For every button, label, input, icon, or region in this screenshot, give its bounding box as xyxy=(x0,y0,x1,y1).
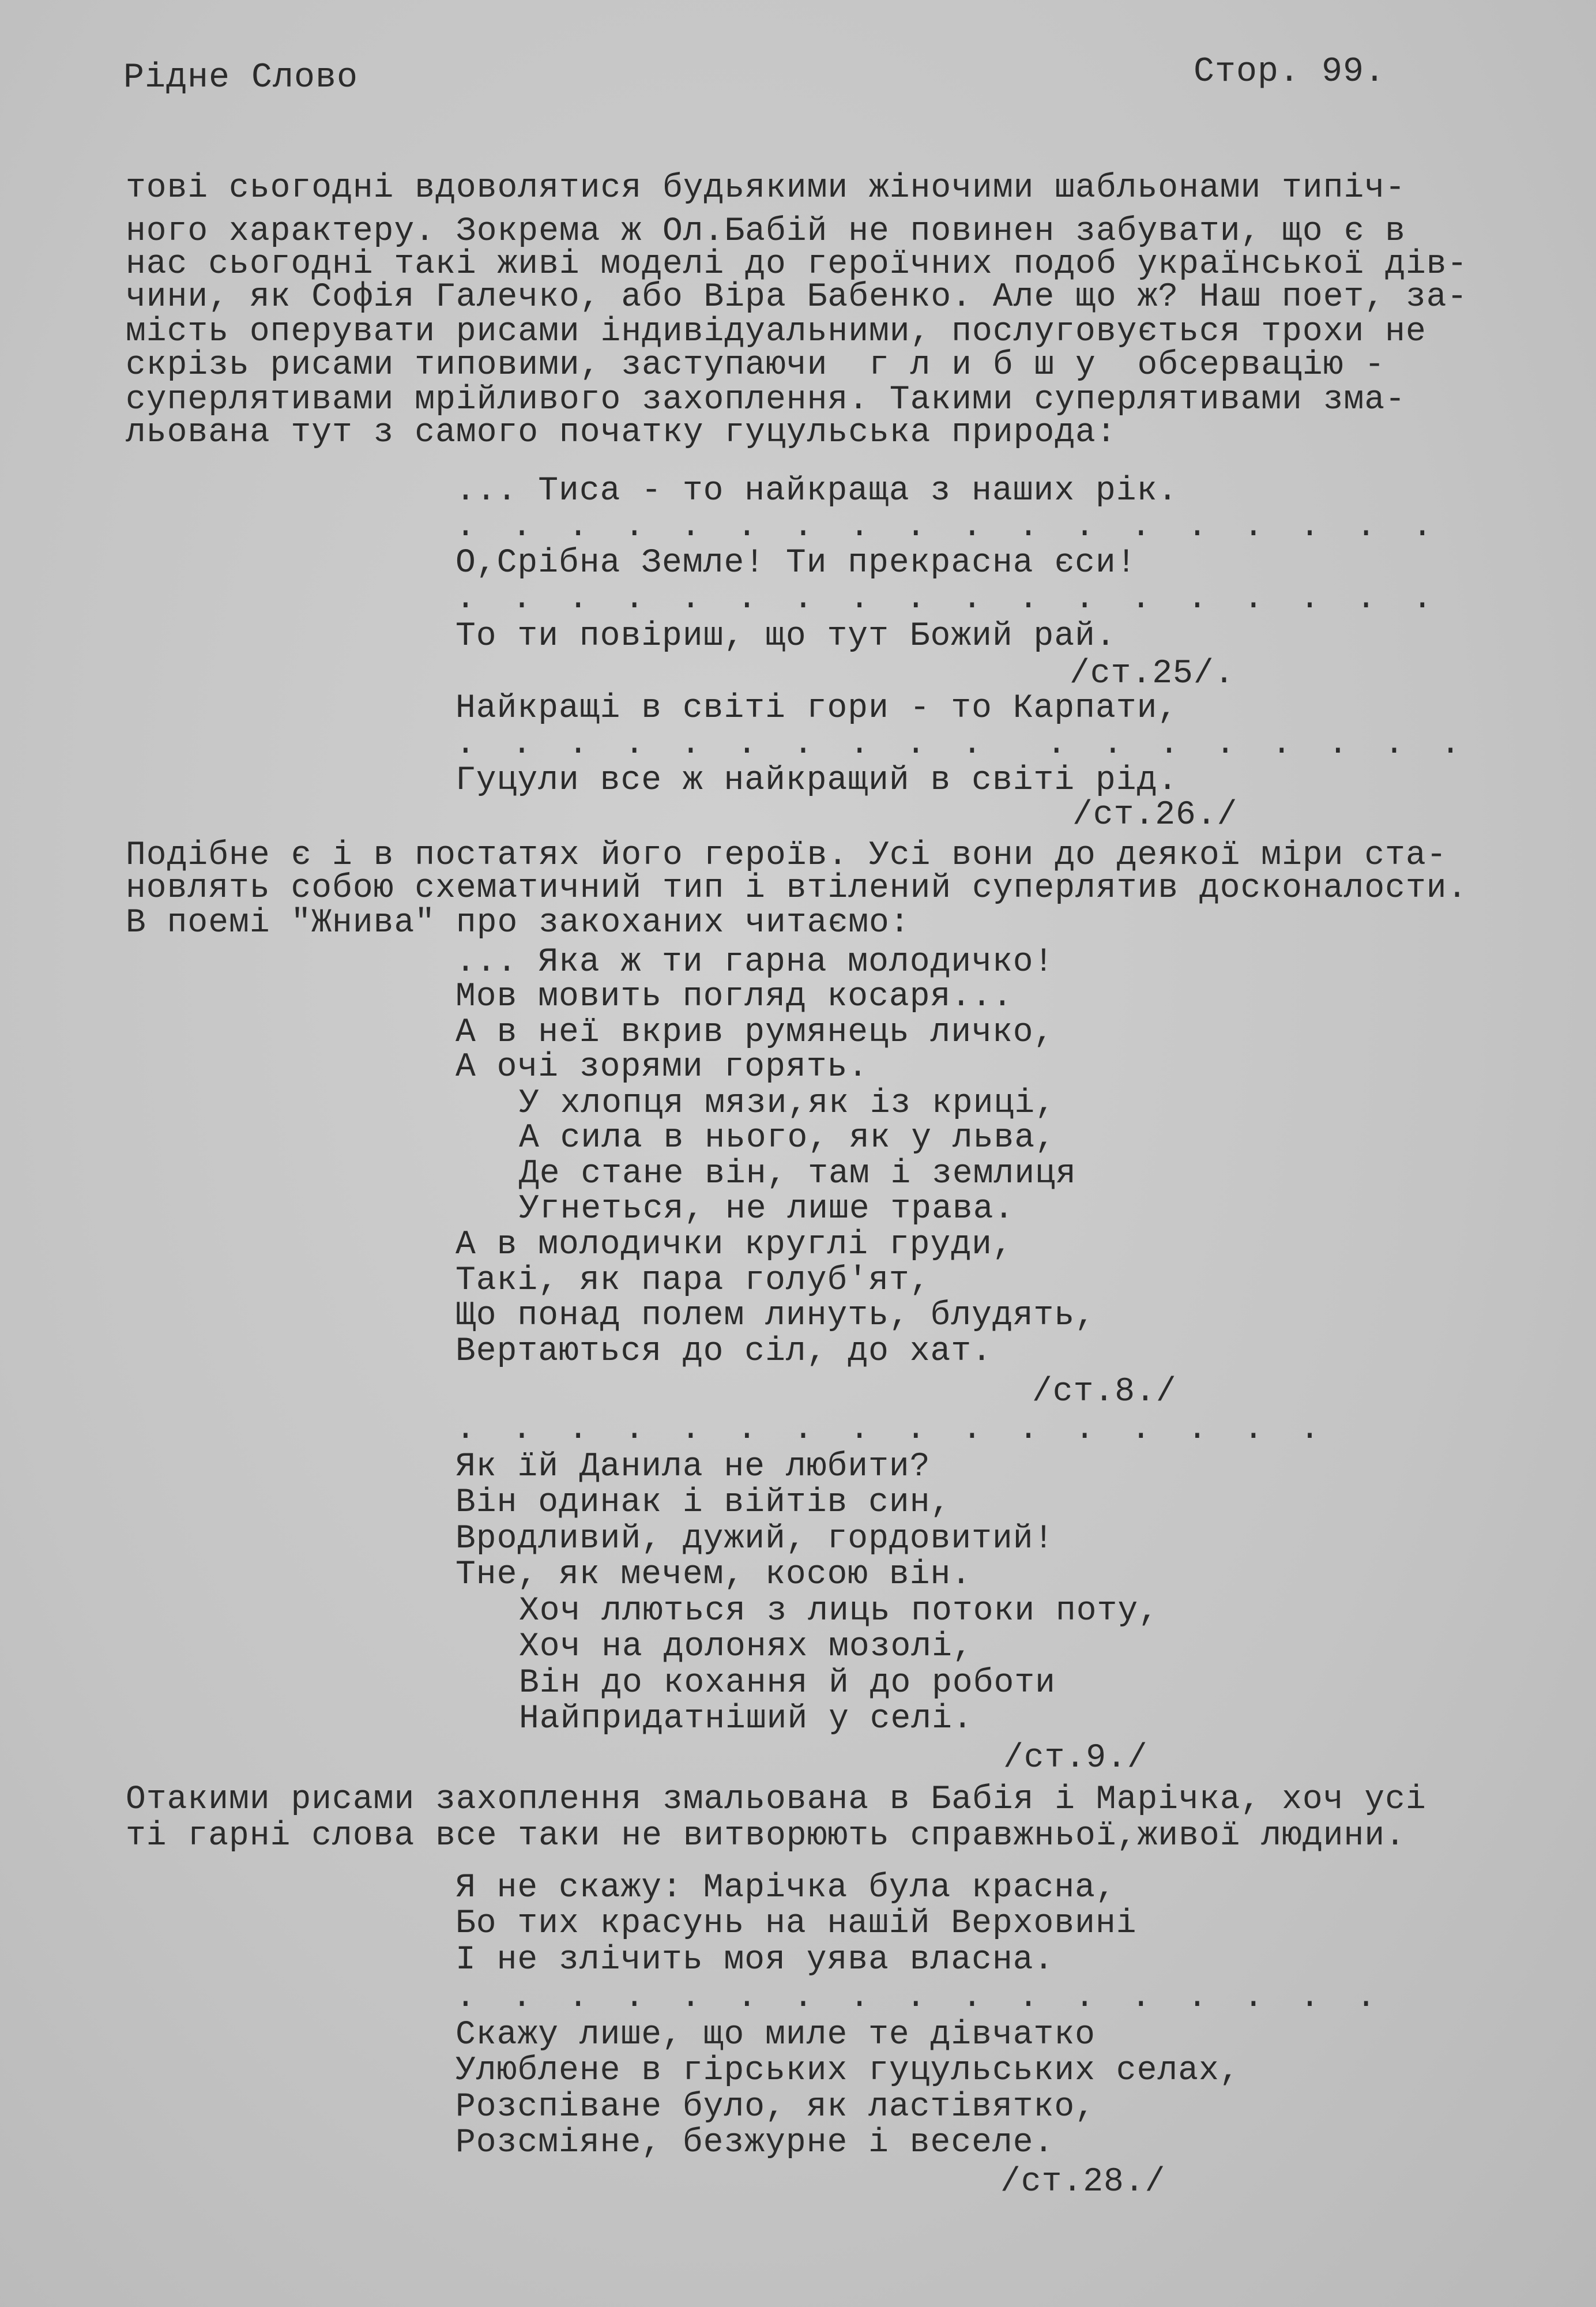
citation-25: /ст.25/. xyxy=(1070,655,1235,693)
verse-line: А в неї вкрив румянець личко, xyxy=(456,1014,1055,1051)
verse-line: Вертаються до сіл, до хат. xyxy=(456,1333,992,1370)
verse-line: Угнеться, не лише трава. xyxy=(519,1190,1015,1228)
text-line: нас сьогодні такі живі моделі до героїчних подоб української дів- xyxy=(126,246,1468,283)
ellipsis-line: . . . . . . . . . . . . . . . . . xyxy=(456,1979,1384,2016)
text-line: ного характеру. Зокрема ж Ол.Бабій не повинен забувати, що є в xyxy=(126,213,1406,250)
verse-line: Хоч ллються з лиць потоки поту, xyxy=(519,1592,1159,1630)
text-line: ті гарні слова все таки не витворюють справжньої,живої людини. xyxy=(126,1817,1406,1855)
citation-28: /ст.28./ xyxy=(1000,2163,1166,2201)
page-number: Стор. 99. xyxy=(1194,52,1386,92)
verse-line: А сила в нього, як у льва, xyxy=(519,1119,1056,1157)
text-line: льована тут з самого початку гуцульська природа: xyxy=(126,414,1117,452)
citation-26: /ст.26./ xyxy=(1072,796,1238,834)
verse-line: Розспіване було, як ластівятко, xyxy=(456,2088,1096,2126)
verse-line: Мов мовить погляд косаря... xyxy=(456,978,1013,1016)
verse-line: Як їй Данила не любити? xyxy=(456,1448,931,1486)
verse-line: Вродливий, дужий, гордовитий! xyxy=(456,1520,1055,1558)
text-line: чини, як Софія Галечко, або Віра Бабенко. Але що ж? Наш поет, за- xyxy=(126,279,1468,316)
verse-line: А очі зорями горять. xyxy=(456,1049,869,1086)
ellipsis-line: . . . . . . . . . . . . . . . . xyxy=(456,1411,1328,1448)
verse-line: Розсміяне, безжурне і веселе. xyxy=(456,2124,1055,2162)
verse-line: І не злічить моя уява власна. xyxy=(456,1941,1055,1979)
text-line: мість оперувати рисами індивідуальними, послуговується трохи не xyxy=(126,313,1426,351)
verse-line: То ти повіриш, що тут Божий рай. xyxy=(456,618,1116,655)
verse-line: Де стане він, там і землиця xyxy=(519,1155,1076,1193)
verse-line: А в молодички круглі груди, xyxy=(456,1226,1013,1264)
text-line: новлять собою схематичний тип і втілений суперлятив досконалости. xyxy=(126,870,1468,907)
verse-line: Улюблене в гірських гуцульських селах, xyxy=(456,2052,1240,2090)
verse-line: Найпридатніший у селі. xyxy=(519,1700,973,1738)
verse-line: О,Срібна Земле! Ти прекрасна єси! xyxy=(456,544,1137,582)
verse-line: Що понад полем линуть, блудять, xyxy=(456,1297,1096,1335)
verse-line: ... Яка ж ти гарна молодичко! xyxy=(456,944,1055,981)
citation-9: /ст.9./ xyxy=(1003,1739,1148,1777)
verse-line: Хоч на долонях мозолі, xyxy=(519,1628,973,1666)
verse-line: Він до кохання й до роботи xyxy=(519,1665,1056,1702)
text-line: тові сьогодні вдоволятися будьякими жіночими шабльонами типіч- xyxy=(126,170,1406,207)
verse-line: У хлопця мязи,як із криці, xyxy=(519,1085,1056,1122)
verse-line: ... Тиса - то найкраща з наших рік. xyxy=(456,472,1179,510)
text-line: Подібне є і в постатях його героїв. Усі вони до деякої міри ста- xyxy=(126,837,1447,874)
verse-line: Скажу лише, що миле те дівчатко xyxy=(456,2016,1096,2054)
verse-line: Тне, як мечем, косою він. xyxy=(456,1556,972,1594)
verse-line: Я не скажу: Марічка була красна, xyxy=(456,1869,1116,1907)
citation-8: /ст.8./ xyxy=(1032,1373,1177,1411)
verse-line: Такі, як пара голуб'ят, xyxy=(456,1262,931,1299)
text-line: скрізь рисами типовими, заступаючи г л и б ш у обсервацію - xyxy=(126,347,1386,384)
text-line: В поемі "Жнива" про закоханих читаємо: xyxy=(126,904,910,942)
verse-line: Він одинак і війтів син, xyxy=(456,1484,951,1521)
ellipsis-line: . . . . . . . . . . . . . . . . . . xyxy=(456,508,1441,546)
verse-line: Гуцули все ж найкращий в світі рід. xyxy=(456,762,1179,799)
text-line: Отакими рисами захоплення змальована в Бабія і Марічка, хоч усі xyxy=(126,1781,1426,1818)
header-title: Рідне Слово xyxy=(123,58,359,97)
ellipsis-line: . . . . . . . . . . . . . . . . . . xyxy=(456,726,1469,763)
verse-line: Бо тих красунь на нашій Верховині xyxy=(456,1905,1137,1942)
text-line: суперлятивами мрійливого захоплення. Такими суперлятивами зма- xyxy=(126,381,1406,419)
verse-line: Найкращі в світі гори - то Карпати, xyxy=(456,690,1179,727)
ellipsis-line: . . . . . . . . . . . . . . . . . . xyxy=(456,580,1441,618)
